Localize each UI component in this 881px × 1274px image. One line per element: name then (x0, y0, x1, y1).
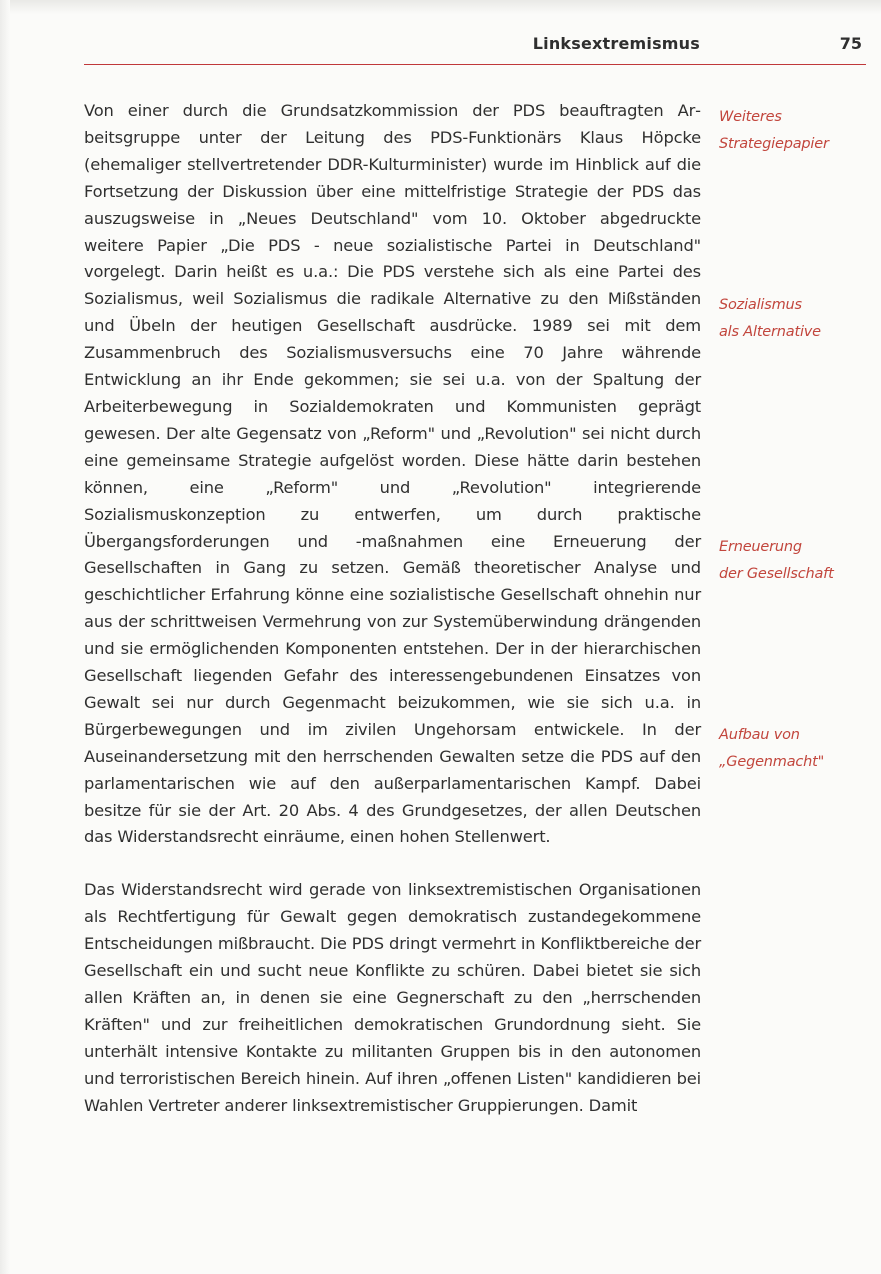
margin-note-renewal-society (719, 534, 869, 587)
margin-note-strategy-paper (719, 104, 869, 157)
body-text (84, 98, 701, 1120)
margin-note-line: Sozialismus (719, 297, 802, 313)
margin-note-line: Erneuerung (719, 539, 802, 555)
margin-note-line: Aufbau von (719, 727, 800, 743)
margin-note-socialism-alternative (719, 292, 869, 345)
page-edge-shadow-left (0, 0, 10, 1274)
running-title: Linksextremismus (532, 34, 700, 53)
page-number: 75 (839, 34, 862, 53)
paragraph-strategy-paper: Von einer durch die Grundsatzkommission der PDS beauftragten Arbeitsgruppe unter der Leitung des PDS-Funktionärs Klaus Höpcke (ehemaliger stellvertretender DDR-Kulturminister) wurde im Hinblick auf die Fortsetzung der Diskussion über eine mittelfristige Strategie der PDS das auszugsweise in „Neues Deutschland" vom 10. Oktober abgedruckte weitere Papier „Die PDS - neue sozialistische Partei in Deutschland" vorgelegt. Darin heißt es u.a.: Die PDS verstehe sich als eine Partei des Sozialismus, weil Sozialismus die radikale Alternative zu den Mißständen und Übeln der heutigen Gesellschaft ausdrücke. 1989 sei mit dem Zusammenbruch des Sozialismusversuchs eine 70 Jahre währende Entwicklung an ihr Ende gekommen; sie sei u.a. von der Spaltung der Arbeiterbewegung in Sozialdemokraten und Kommunisten geprägt gewesen. Der alte Gegensatz von „Reform" und „Revolution" sei nicht durch eine gemeinsame Strategie aufgelöst worden. Diese hätte darin bestehen können, eine „Reform" und „Revolution" integrierende Sozialismuskonzeption zu entwerfen, um durch praktische Übergangsforderungen und -maßnahmen eine Erneuerung der Gesellschaften in Gang zu setzen. Gemäß theoretischer Analyse und geschichtlicher Erfahrung könne eine sozialistische Gesellschaft ohnehin nur aus der schrittweisen Vermehrung von zur Systemüberwindung drängenden und sie ermöglichenden Komponenten entstehen. Der in der hierarchischen Gesellschaft liegenden Gefahr des interessengebundenen Einsatzes von Gewalt sei nur durch Gegenmacht beizukommen, wie sie sich u.a. in Bürgerbewegungen und im zivilen Ungehorsam entwickele. In der Auseinandersetzung mit den herrschenden Gewalten setze die PDS auf den parlamentarischen wie auf den außerparlamentarischen Kampf. Dabei besitze für sie der Art. 20 Abs. 4 des Grundgesetzes, der allen Deutschen das Widerstandsrecht einräume, einen hohen Stellenwert. (84, 101, 701, 847)
margin-note-line: als Alternative (719, 323, 821, 340)
page-header (0, 0, 881, 70)
margin-note-line: der Gesellschaft (719, 565, 834, 582)
margin-note-line: Weiteres (719, 109, 782, 125)
margin-note-counter-power (719, 722, 869, 775)
header-rule (84, 64, 866, 65)
margin-note-line: „Gegenmacht" (719, 753, 825, 770)
paragraph-resistance-right: Das Widerstandsrecht wird gerade von linksextremistischen Organisationen als Rechtfertigung für Gewalt gegen demokratisch zustandegekommene Entscheidungen mißbraucht. Die PDS dringt vermehrt in Konfliktbereiche der Gesellschaft ein und sucht neue Konflikte zu schüren. Dabei bietet sie sich allen Kräften an, in denen sie eine Gegnerschaft zu den „herrschenden Kräften" und zur freiheitlichen demokratischen Grundordnung sieht. Sie unterhält intensive Kontakte zu militanten Gruppen bis in den autonomen und terroristischen Bereich hinein. Auf ihren „offenen Listen" kandidieren bei Wahlen Vertreter anderer linksextremistischer Gruppierungen. Damit (84, 880, 701, 1115)
margin-note-line: Strategiepapier (719, 135, 829, 152)
